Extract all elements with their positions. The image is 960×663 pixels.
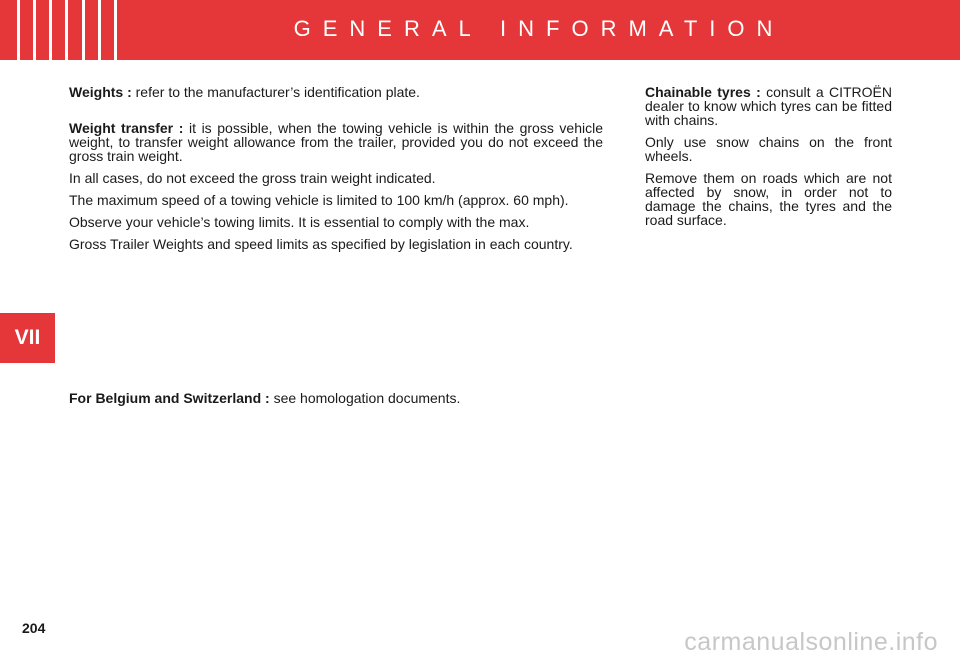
left-column <box>69 85 603 251</box>
body-paragraph: Remove them on roads which are not affected by snow, in order not to damage the chains, the tyres and the road surface. <box>645 170 892 228</box>
header-stripe <box>49 0 52 60</box>
weights-paragraph <box>69 85 603 99</box>
chapter-tab: VII <box>0 313 55 363</box>
weights-text: refer to the manufacturer’s identification plate. <box>131 84 420 100</box>
page-number: 204 <box>22 620 46 636</box>
body-paragraph: Only use snow chains on the front wheels. <box>645 134 892 164</box>
header-banner <box>0 0 960 60</box>
header-stripe <box>82 0 85 60</box>
belgium-text: see homologation documents. <box>269 390 461 406</box>
belgium-switzerland-note <box>69 391 460 405</box>
header-stripe <box>33 0 36 60</box>
watermark: carmanualsonline.info <box>684 628 938 656</box>
right-column <box>645 85 892 227</box>
header-stripe <box>17 0 20 60</box>
header-stripe <box>114 0 117 60</box>
body-paragraph: Gross Trailer Weights and speed limits as specified by legislation in each country. <box>69 236 573 252</box>
weight-transfer-paragraph <box>69 121 603 163</box>
body-paragraph: The maximum speed of a towing vehicle is limited to 100 km/h (approx. 60 mph). <box>69 192 569 208</box>
header-stripe <box>98 0 101 60</box>
page-title: GENERAL INFORMATION <box>293 16 785 41</box>
weight-transfer-label: Weight transfer : <box>69 120 184 136</box>
weight-transfer-text: it is possible, when the towing vehicle is within the gross vehicle weight, to transfer weight allowance from the trailer, provided you do not exceed the gross train weight. <box>69 120 603 164</box>
belgium-label: For Belgium and Switzerland : <box>69 390 270 406</box>
chainable-tyres-paragraph <box>645 85 892 127</box>
chainable-tyres-label: Chainable tyres : <box>645 84 761 100</box>
header-stripe <box>65 0 68 60</box>
chainable-tyres-text: consult a CITROËN dealer to know which tyres can be fitted with chains. <box>645 84 892 128</box>
weights-label: Weights : <box>69 84 132 100</box>
body-paragraph: In all cases, do not exceed the gross train weight indicated. <box>69 170 436 186</box>
body-paragraph: Observe your vehicle’s towing limits. It is essential to comply with the max. <box>69 214 530 230</box>
